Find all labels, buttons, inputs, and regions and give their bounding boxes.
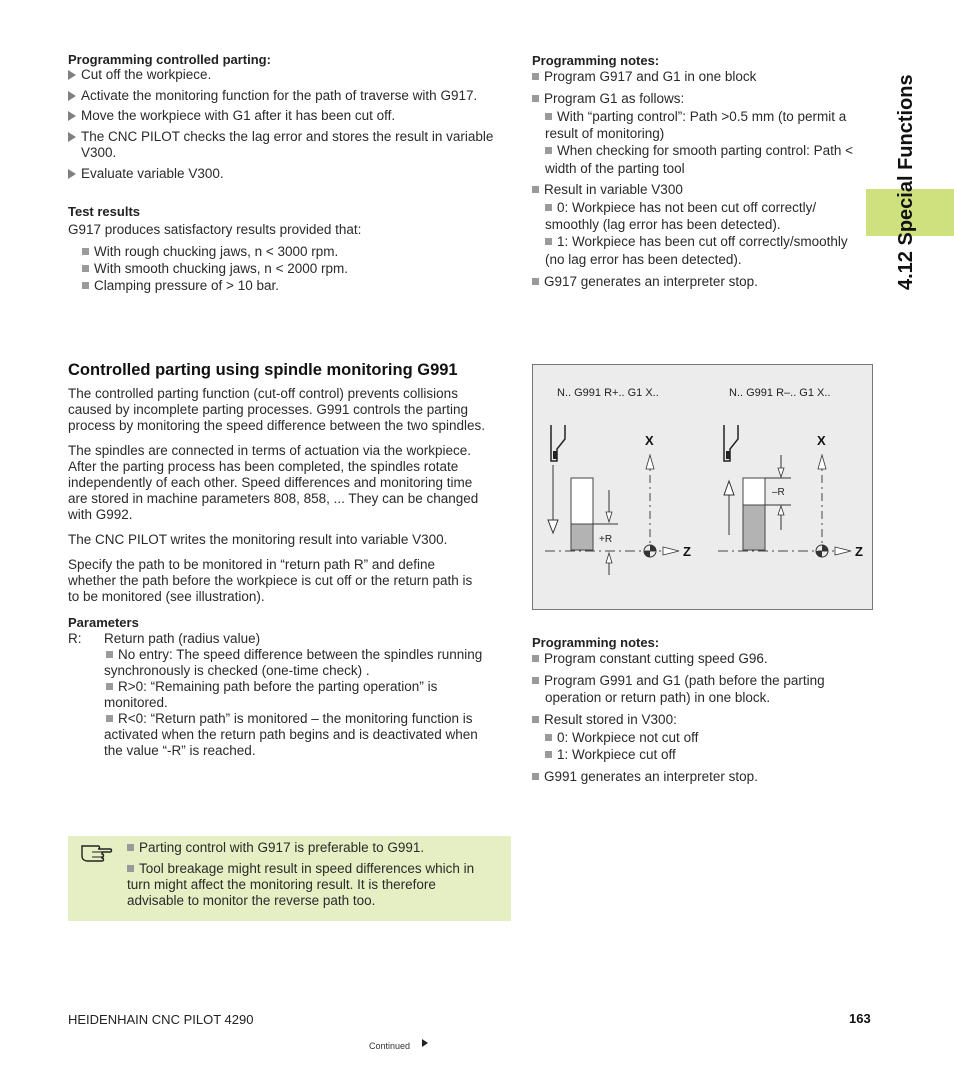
note-item: Parting control with G917 is preferable to G991. (127, 840, 424, 856)
plus-r-label: +R (599, 534, 613, 545)
note-item: Tool breakage might result in speed differences which in (127, 861, 474, 877)
sub-list-item-continuation: width of the parting tool (545, 161, 685, 176)
parameter-option-continuation: the value “-R” is reached. (104, 743, 256, 758)
right-diagram (718, 425, 863, 559)
note-item-continuation: turn might affect the monitoring result. It is therefore (127, 877, 436, 892)
square-bullet-icon (545, 734, 552, 741)
page-number: 163 (849, 1011, 871, 1026)
arrow-up-icon (724, 481, 734, 495)
parameter-option-continuation: activated when the return path begins and is deactivated when (104, 727, 478, 742)
arrow-bullet-icon (68, 111, 76, 121)
square-bullet-icon (127, 844, 134, 851)
paragraph-line: with G992. (68, 507, 133, 522)
list-item: Move the workpiece with G1 after it has been cut off. (68, 108, 395, 124)
pointing-hand-icon (80, 841, 114, 863)
square-bullet-icon (106, 715, 113, 722)
parameters-heading: Parameters (68, 615, 139, 630)
sub-list-item-continuation: (no lag error has been detected). (545, 252, 742, 267)
programming-notes-heading: Programming notes: (532, 635, 660, 650)
square-bullet-icon (545, 751, 552, 758)
sub-list-item-continuation: result of monitoring) (545, 126, 665, 141)
z-axis-arrow-icon (663, 547, 679, 555)
square-bullet-icon (106, 683, 113, 690)
paragraph-line: After the parting process has been completed, the spindles rotate (68, 459, 459, 474)
paragraph-line: Specify the path to be monitored in “return path R” and define (68, 557, 435, 572)
paragraph-line: caused by incomplete parting processes. G991 controls the parting (68, 402, 468, 417)
square-bullet-icon (545, 113, 552, 120)
square-bullet-icon (532, 278, 539, 285)
square-bullet-icon (106, 651, 113, 658)
list-item: Evaluate variable V300. (68, 166, 224, 182)
square-bullet-icon (545, 147, 552, 154)
paragraph-line: independently of each other. Speed differences and monitoring time (68, 475, 473, 490)
z-axis-label: Z (683, 544, 691, 559)
sub-list-item: 1: Workpiece has been cut off correctly/smoothly (545, 234, 848, 250)
parameter-key: R: (68, 631, 82, 646)
arrow-bullet-icon (68, 70, 76, 80)
z-axis-label: Z (855, 544, 863, 559)
square-bullet-icon (532, 773, 539, 780)
parameter-option-continuation: synchronously is checked (one-time check) . (104, 663, 370, 678)
note-item-continuation: advisable to monitor the reverse path too. (127, 893, 376, 908)
list-item: With rough chucking jaws, n < 3000 rpm. (82, 244, 338, 260)
parameter-option-continuation: monitored. (104, 695, 168, 710)
square-bullet-icon (532, 655, 539, 662)
parameter-option: R<0: “Return path” is monitored – the monitoring function is (104, 711, 473, 727)
parameter-option: No entry: The speed difference between the spindles running (104, 647, 482, 663)
continued-arrow-icon (422, 1039, 428, 1047)
list-item-continuation: V300. (81, 145, 117, 160)
paragraph-line: to be monitored (see illustration). (68, 589, 265, 604)
list-item: Program G991 and G1 (path before the parting (532, 673, 825, 689)
z-axis-arrow-icon (835, 547, 851, 555)
note-box (68, 836, 511, 921)
programming-notes-heading: Programming notes: (532, 53, 660, 68)
paragraph-line: The controlled parting function (cut-off control) prevents collisions (68, 386, 458, 401)
square-bullet-icon (532, 95, 539, 102)
square-bullet-icon (532, 677, 539, 684)
list-item: Result stored in V300: (532, 712, 677, 728)
parameter-label: Return path (radius value) (104, 631, 261, 646)
sub-list-item: 0: Workpiece not cut off (545, 730, 698, 746)
square-bullet-icon (82, 265, 89, 272)
x-axis-arrow-icon (818, 455, 826, 469)
test-results-intro: G917 produces satisfactory results provided that: (68, 222, 362, 237)
list-item: G991 generates an interpreter stop. (532, 769, 758, 785)
x-axis-label: X (817, 433, 826, 448)
left-diagram (545, 425, 691, 575)
square-bullet-icon (127, 865, 134, 872)
list-item: Activate the monitoring function for the path of traverse with G917. (68, 88, 477, 104)
arrow-down-icon (548, 520, 558, 533)
square-bullet-icon (532, 186, 539, 193)
sub-list-item: 1: Workpiece cut off (545, 747, 676, 763)
sub-list-item: With “parting control”: Path >0.5 mm (to permit a (545, 109, 846, 125)
section-title: Controlled parting using spindle monitoring G991 (68, 361, 458, 379)
footer-product-name: HEIDENHAIN CNC PILOT 4290 (68, 1012, 254, 1027)
sub-list-item: 0: Workpiece has not been cut off correctly/ (545, 200, 816, 216)
paragraph-line: whether the path before the workpiece is cut off or the return path is (68, 573, 473, 588)
list-item: Clamping pressure of > 10 bar. (82, 278, 279, 294)
paragraph-line: The CNC PILOT writes the monitoring result into variable V300. (68, 532, 448, 547)
paragraph-line: The spindles are connected in terms of actuation via the workpiece. (68, 443, 471, 458)
square-bullet-icon (545, 238, 552, 245)
square-bullet-icon (82, 248, 89, 255)
list-item: Cut off the workpiece. (68, 67, 211, 83)
sub-list-item: When checking for smooth parting control: Path < (545, 143, 853, 159)
parameter-option: R>0: “Remaining path before the parting operation” is (104, 679, 437, 695)
chapter-title: 4.12 Special Functions (895, 74, 917, 290)
minus-r-label: –R (772, 487, 785, 498)
paragraph-line: are stored in machine parameters 808, 858, ... They can be changed (68, 491, 479, 506)
list-item-continuation: operation or return path) in one block. (545, 690, 771, 705)
square-bullet-icon (545, 204, 552, 211)
arrow-bullet-icon (68, 132, 76, 142)
x-axis-label: X (645, 433, 654, 448)
list-item: Program G917 and G1 in one block (532, 69, 756, 85)
right-program-caption: N.. G991 R–.. G1 X.. (729, 387, 831, 399)
arrow-bullet-icon (68, 169, 76, 179)
square-bullet-icon (532, 73, 539, 80)
x-axis-arrow-icon (646, 455, 654, 469)
continued-label: Continued (369, 1041, 411, 1051)
square-bullet-icon (82, 282, 89, 289)
test-results-heading: Test results (68, 204, 141, 219)
parting-illustration (532, 364, 873, 610)
arrow-bullet-icon (68, 91, 76, 101)
list-item: G917 generates an interpreter stop. (532, 274, 758, 290)
sub-list-item-continuation: smoothly (lag error has been detected). (545, 217, 781, 232)
programming-heading: Programming controlled parting: (68, 52, 271, 67)
left-program-caption: N.. G991 R+.. G1 X.. (557, 387, 659, 399)
list-item: Result in variable V300 (532, 182, 683, 198)
list-item: The CNC PILOT checks the lag error and stores the result in variable (68, 129, 493, 145)
list-item: Program constant cutting speed G96. (532, 651, 768, 667)
paragraph-line: process by monitoring the speed difference between the two spindles. (68, 418, 486, 433)
list-item: Program G1 as follows: (532, 91, 684, 107)
list-item: With smooth chucking jaws, n < 2000 rpm. (82, 261, 348, 277)
square-bullet-icon (532, 716, 539, 723)
